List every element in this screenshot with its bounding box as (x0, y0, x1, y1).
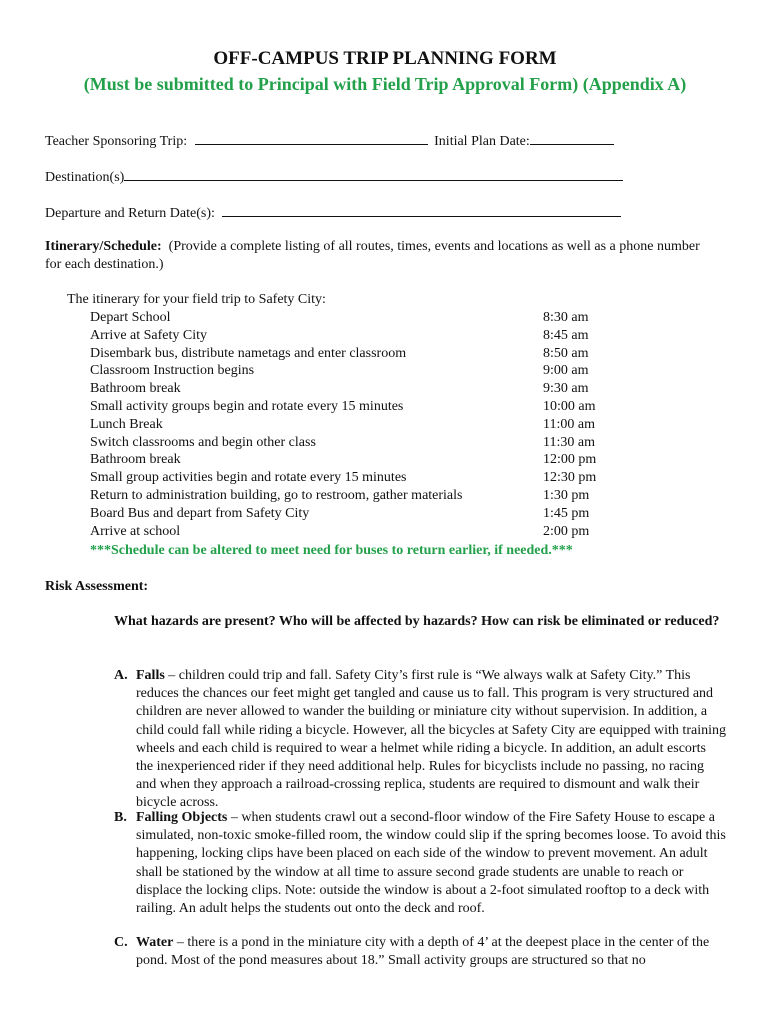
hazard-title: Falls (136, 668, 165, 683)
schedule-row (90, 416, 620, 434)
hazard-letter: B. (114, 810, 127, 825)
schedule-time: 12:00 pm (543, 452, 597, 468)
schedule-activity: Switch classrooms and begin other class (90, 434, 316, 450)
schedule-time: 1:45 pm (543, 505, 590, 521)
teacher-input-line[interactable] (195, 131, 428, 145)
itinerary-instructions (45, 238, 705, 274)
plan-date-label: Initial Plan Date: (434, 134, 530, 149)
destination-input-line[interactable] (124, 167, 623, 181)
hazard-text: – there is a pond in the miniature city with a depth of 4’ at the deepest place in the center of the pond. Most of the pond measures about 18.” Small activity groups are structured so that no (136, 935, 710, 969)
schedule-row (90, 362, 620, 380)
schedule-time: 1:30 pm (543, 487, 590, 503)
schedule-activity: Bathroom break (90, 381, 181, 397)
schedule-activity: Board Bus and depart from Safety City (90, 505, 310, 521)
itinerary-heading: Itinerary/Schedule: (45, 239, 162, 254)
schedule-time: 8:45 am (543, 327, 589, 343)
teacher-field-row (45, 131, 614, 151)
form-subtitle: (Must be submitted to Principal with Field Trip Approval Form) (Appendix A) (83, 74, 687, 94)
dates-field-row (45, 203, 621, 223)
schedule-time: 11:00 am (543, 416, 595, 432)
schedule-time: 9:30 am (543, 381, 589, 397)
schedule-note: ***Schedule can be altered to meet need for buses to return earlier, if needed.*** (90, 543, 573, 558)
plan-date-input-line[interactable] (530, 131, 614, 145)
schedule-time: 12:30 pm (543, 470, 597, 486)
risk-heading: Risk Assessment: (45, 579, 149, 594)
dates-label: Departure and Return Date(s): (45, 206, 215, 221)
hazard-item-water (114, 934, 726, 970)
itinerary-intro: The itinerary for your field trip to Safety City: (67, 292, 326, 307)
dates-input-line[interactable] (222, 203, 621, 217)
destination-field-row (45, 167, 623, 187)
hazard-item-falling-objects (114, 809, 726, 918)
schedule-activity: Small activity groups begin and rotate every 15 minutes (90, 398, 404, 414)
hazard-letter: A. (114, 668, 128, 683)
itinerary-schedule (90, 309, 620, 540)
form-title: OFF-CAMPUS TRIP PLANNING FORM (213, 48, 557, 69)
schedule-time: 8:30 am (543, 310, 589, 325)
schedule-activity: Return to administration building, go to restroom, gather materials (90, 487, 463, 503)
schedule-row (90, 434, 620, 452)
hazard-letter: C. (114, 935, 128, 950)
schedule-row (90, 398, 620, 416)
schedule-row (90, 469, 620, 487)
schedule-activity: Depart School (90, 310, 171, 325)
schedule-activity: Bathroom break (90, 452, 181, 468)
destination-label: Destination(s) (45, 170, 125, 185)
schedule-row (90, 345, 620, 363)
risk-question: What hazards are present? Who will be affected by hazards? How can risk be eliminated or reduced? (114, 614, 720, 629)
schedule-row (90, 505, 620, 523)
schedule-activity: Lunch Break (90, 416, 163, 432)
schedule-time: 2:00 pm (543, 523, 590, 539)
schedule-row (90, 487, 620, 505)
hazard-text: – when students crawl out a second-floor window of the Fire Safety House to escape a simulated, non-toxic smoke-filled room, the window could slip if the spring becomes loose. To avoid this happening, locking clips have been placed on each side of the window to prevent movement. An adult shall be stationed by the window at all time to assure second grade students are unable to reach or displace the locking clips. Note: outside the window is about a 2-foot simulated rooftop to a deck with railing. An adult helps the students out onto the deck and roof. (136, 810, 726, 917)
hazard-item-falls (114, 667, 726, 813)
schedule-time: 9:00 am (543, 363, 589, 379)
schedule-row (90, 523, 620, 541)
hazard-title: Falling Objects (136, 810, 228, 825)
schedule-row (90, 309, 620, 327)
hazard-title: Water (136, 935, 174, 950)
hazard-text: – children could trip and fall. Safety City’s first rule is “We always walk at Safety City.” This reduces the chances our feet might get tangled and cause us to fall. This program is very structured and children are never allowed to wander the building or miniature city without supervision. In addition, a child could fall while riding a bicycle. However, all the bicycles at Safety City are equipped with training wheels and each child is required to wear a helmet while riding a bicycle. In addition, an adult escorts the inexperienced rider if they need additional help. Rules for bicyclists include no passing, no racing and when they approach a railroad-crossing replica, students are required to dismount and walk their bicycle across. (136, 668, 726, 811)
schedule-time: 10:00 am (543, 398, 596, 414)
teacher-label: Teacher Sponsoring Trip: (45, 134, 188, 149)
schedule-row (90, 327, 620, 345)
schedule-row (90, 380, 620, 398)
schedule-activity: Arrive at school (90, 523, 181, 539)
schedule-activity: Disembark bus, distribute nametags and enter classroom (90, 345, 407, 361)
schedule-activity: Small group activities begin and rotate every 15 minutes (90, 470, 407, 486)
schedule-activity: Classroom Instruction begins (90, 363, 255, 379)
itinerary-instructions-text: (Provide a complete listing of all routes, times, events and locations as well as a phone number for each destination.) (45, 239, 700, 272)
schedule-time: 8:50 am (543, 345, 589, 361)
schedule-row (90, 451, 620, 469)
schedule-activity: Arrive at Safety City (90, 327, 208, 343)
schedule-time: 11:30 am (543, 434, 595, 450)
